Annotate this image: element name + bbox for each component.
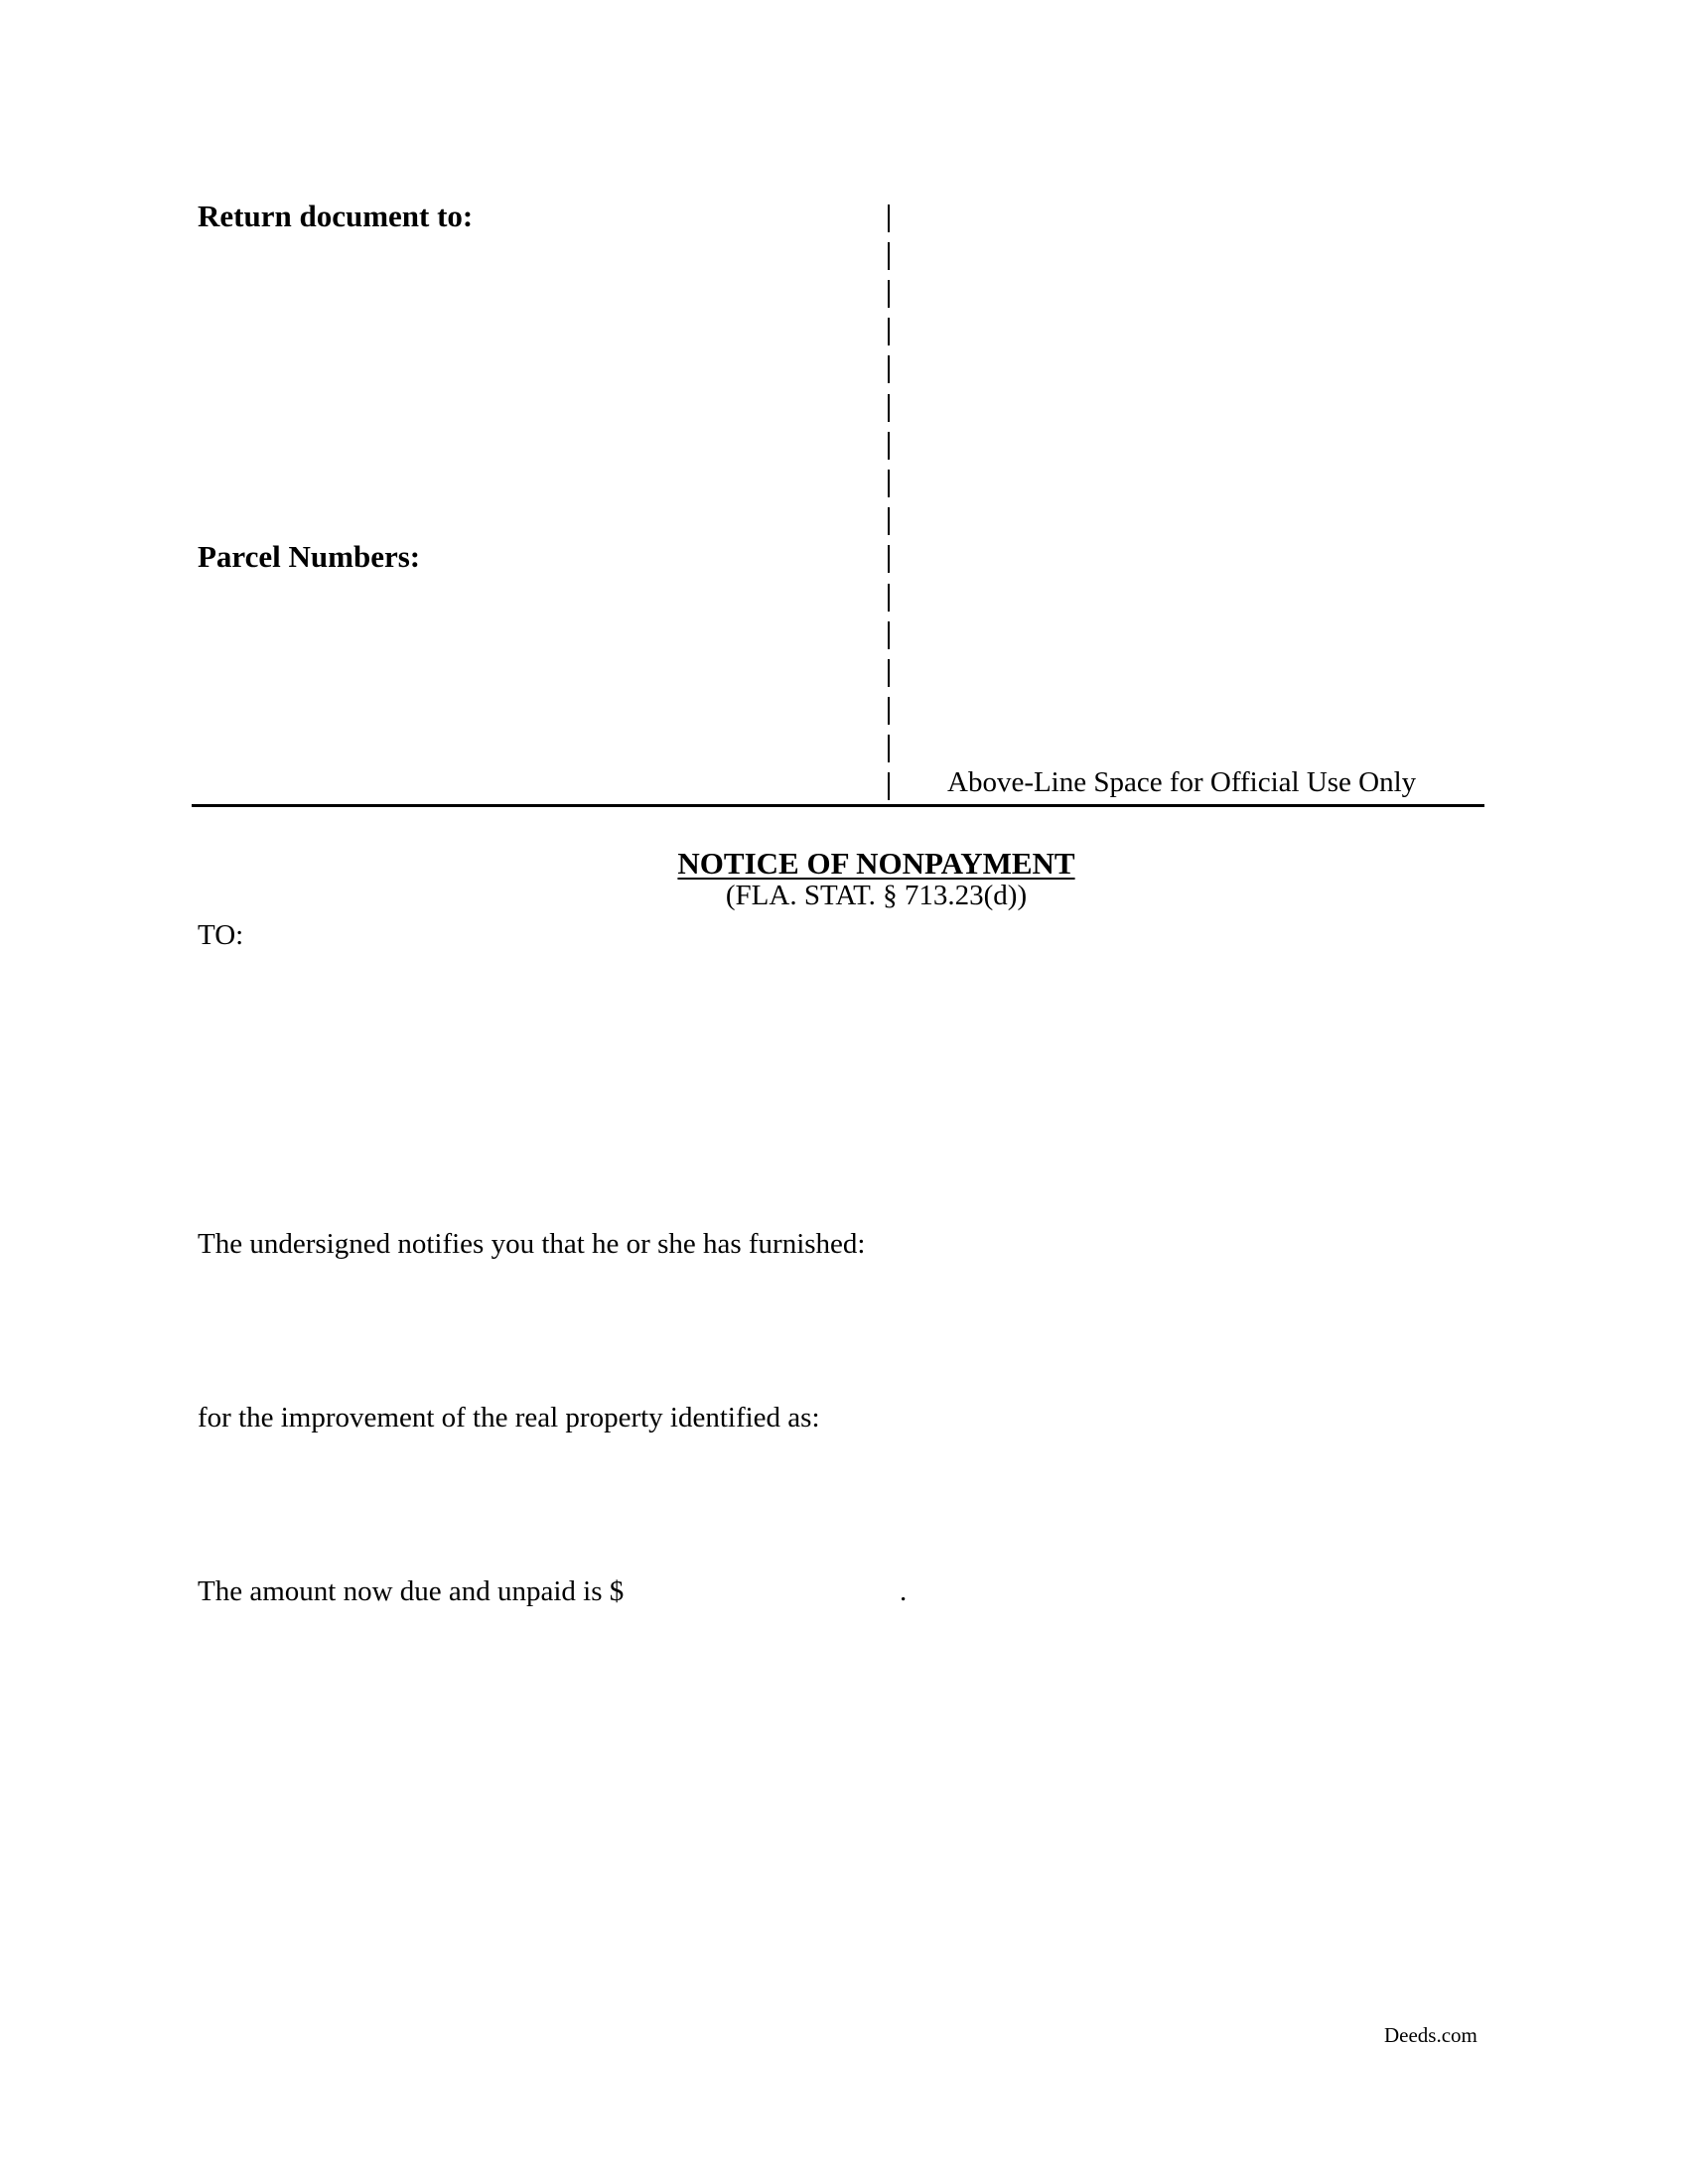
official-use-caption: Above-Line Space for Official Use Only — [947, 766, 1417, 798]
to-label: TO: — [198, 919, 244, 951]
statute-reference: (FLA. STAT. § 713.23(d)) — [725, 880, 1028, 911]
improvement-statement: for the improvement of the real property identified as: — [198, 1402, 820, 1433]
notice-title: NOTICE OF NONPAYMENT — [677, 846, 1075, 881]
return-document-label: Return document to: — [198, 199, 474, 233]
parcel-numbers-label: Parcel Numbers: — [198, 539, 421, 574]
amount-due-period: . — [900, 1575, 908, 1607]
footer-brand: Deeds.com — [1384, 2023, 1477, 2047]
header-divider — [192, 804, 1484, 807]
amount-due-statement: The amount now due and unpaid is $ — [198, 1575, 625, 1607]
furnished-statement: The undersigned notifies you that he or she has furnished: — [198, 1228, 866, 1260]
